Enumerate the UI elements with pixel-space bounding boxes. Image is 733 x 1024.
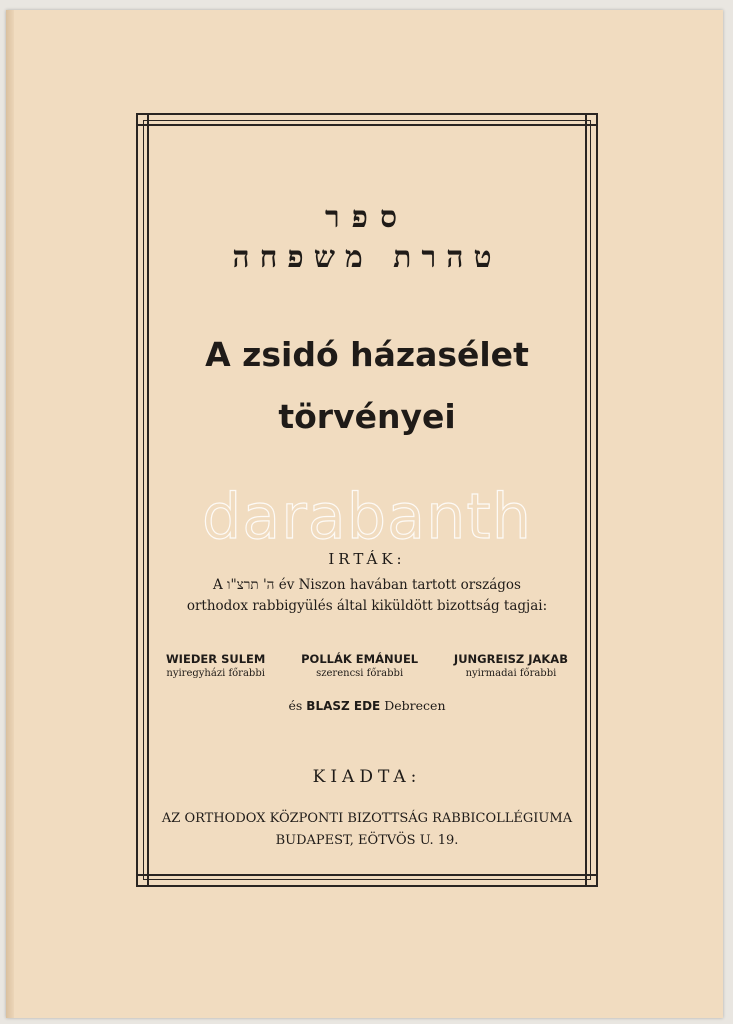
- author-item: [166, 652, 265, 679]
- author-role: szerencsi főrabbi: [316, 668, 404, 679]
- hebrew-heading: ספר: [324, 200, 410, 235]
- author-list: [166, 652, 568, 679]
- intro-line-1: A ה' תרצ"ו év Niszon havában tartott országos: [213, 577, 521, 593]
- intro-line-2: orthodox rabbigyülés által kiküldött bizottság tagjai:: [186, 598, 548, 614]
- author-item: [454, 652, 568, 679]
- author-role: nyiregyházi főrabbi: [166, 668, 265, 679]
- author-item: [301, 652, 418, 679]
- additional-author-place: Debrecen: [384, 698, 446, 713]
- title-line-1: A zsidó házasélet: [205, 335, 529, 374]
- publisher-label: KIADTA:: [312, 767, 422, 787]
- book-page: [6, 10, 723, 1018]
- title-frame: [136, 113, 598, 887]
- authors-label: IRTÁK:: [328, 550, 406, 568]
- author-name: POLLÁK EMÁNUEL: [301, 652, 419, 666]
- hebrew-title: טהרת משפחה: [232, 240, 502, 275]
- additional-author: [138, 698, 596, 713]
- author-name: JUNGREISZ JAKAB: [453, 652, 568, 666]
- additional-author-name: BLASZ EDE: [306, 699, 381, 713]
- watermark: darabanth: [201, 480, 533, 553]
- publisher-line-2: BUDAPEST, EÖTVÖS U. 19.: [275, 833, 459, 848]
- additional-author-prefix: és: [288, 698, 303, 713]
- page-edge: [6, 10, 14, 1018]
- author-role: nyirmadai főrabbi: [465, 668, 557, 679]
- author-name: WIEDER SULEM: [166, 652, 266, 666]
- publisher-line-1: AZ ORTHODOX KÖZPONTI BIZOTTSÁG RABBICOLLÉGIUMA: [161, 811, 573, 826]
- title-line-2: törvényei: [278, 397, 456, 436]
